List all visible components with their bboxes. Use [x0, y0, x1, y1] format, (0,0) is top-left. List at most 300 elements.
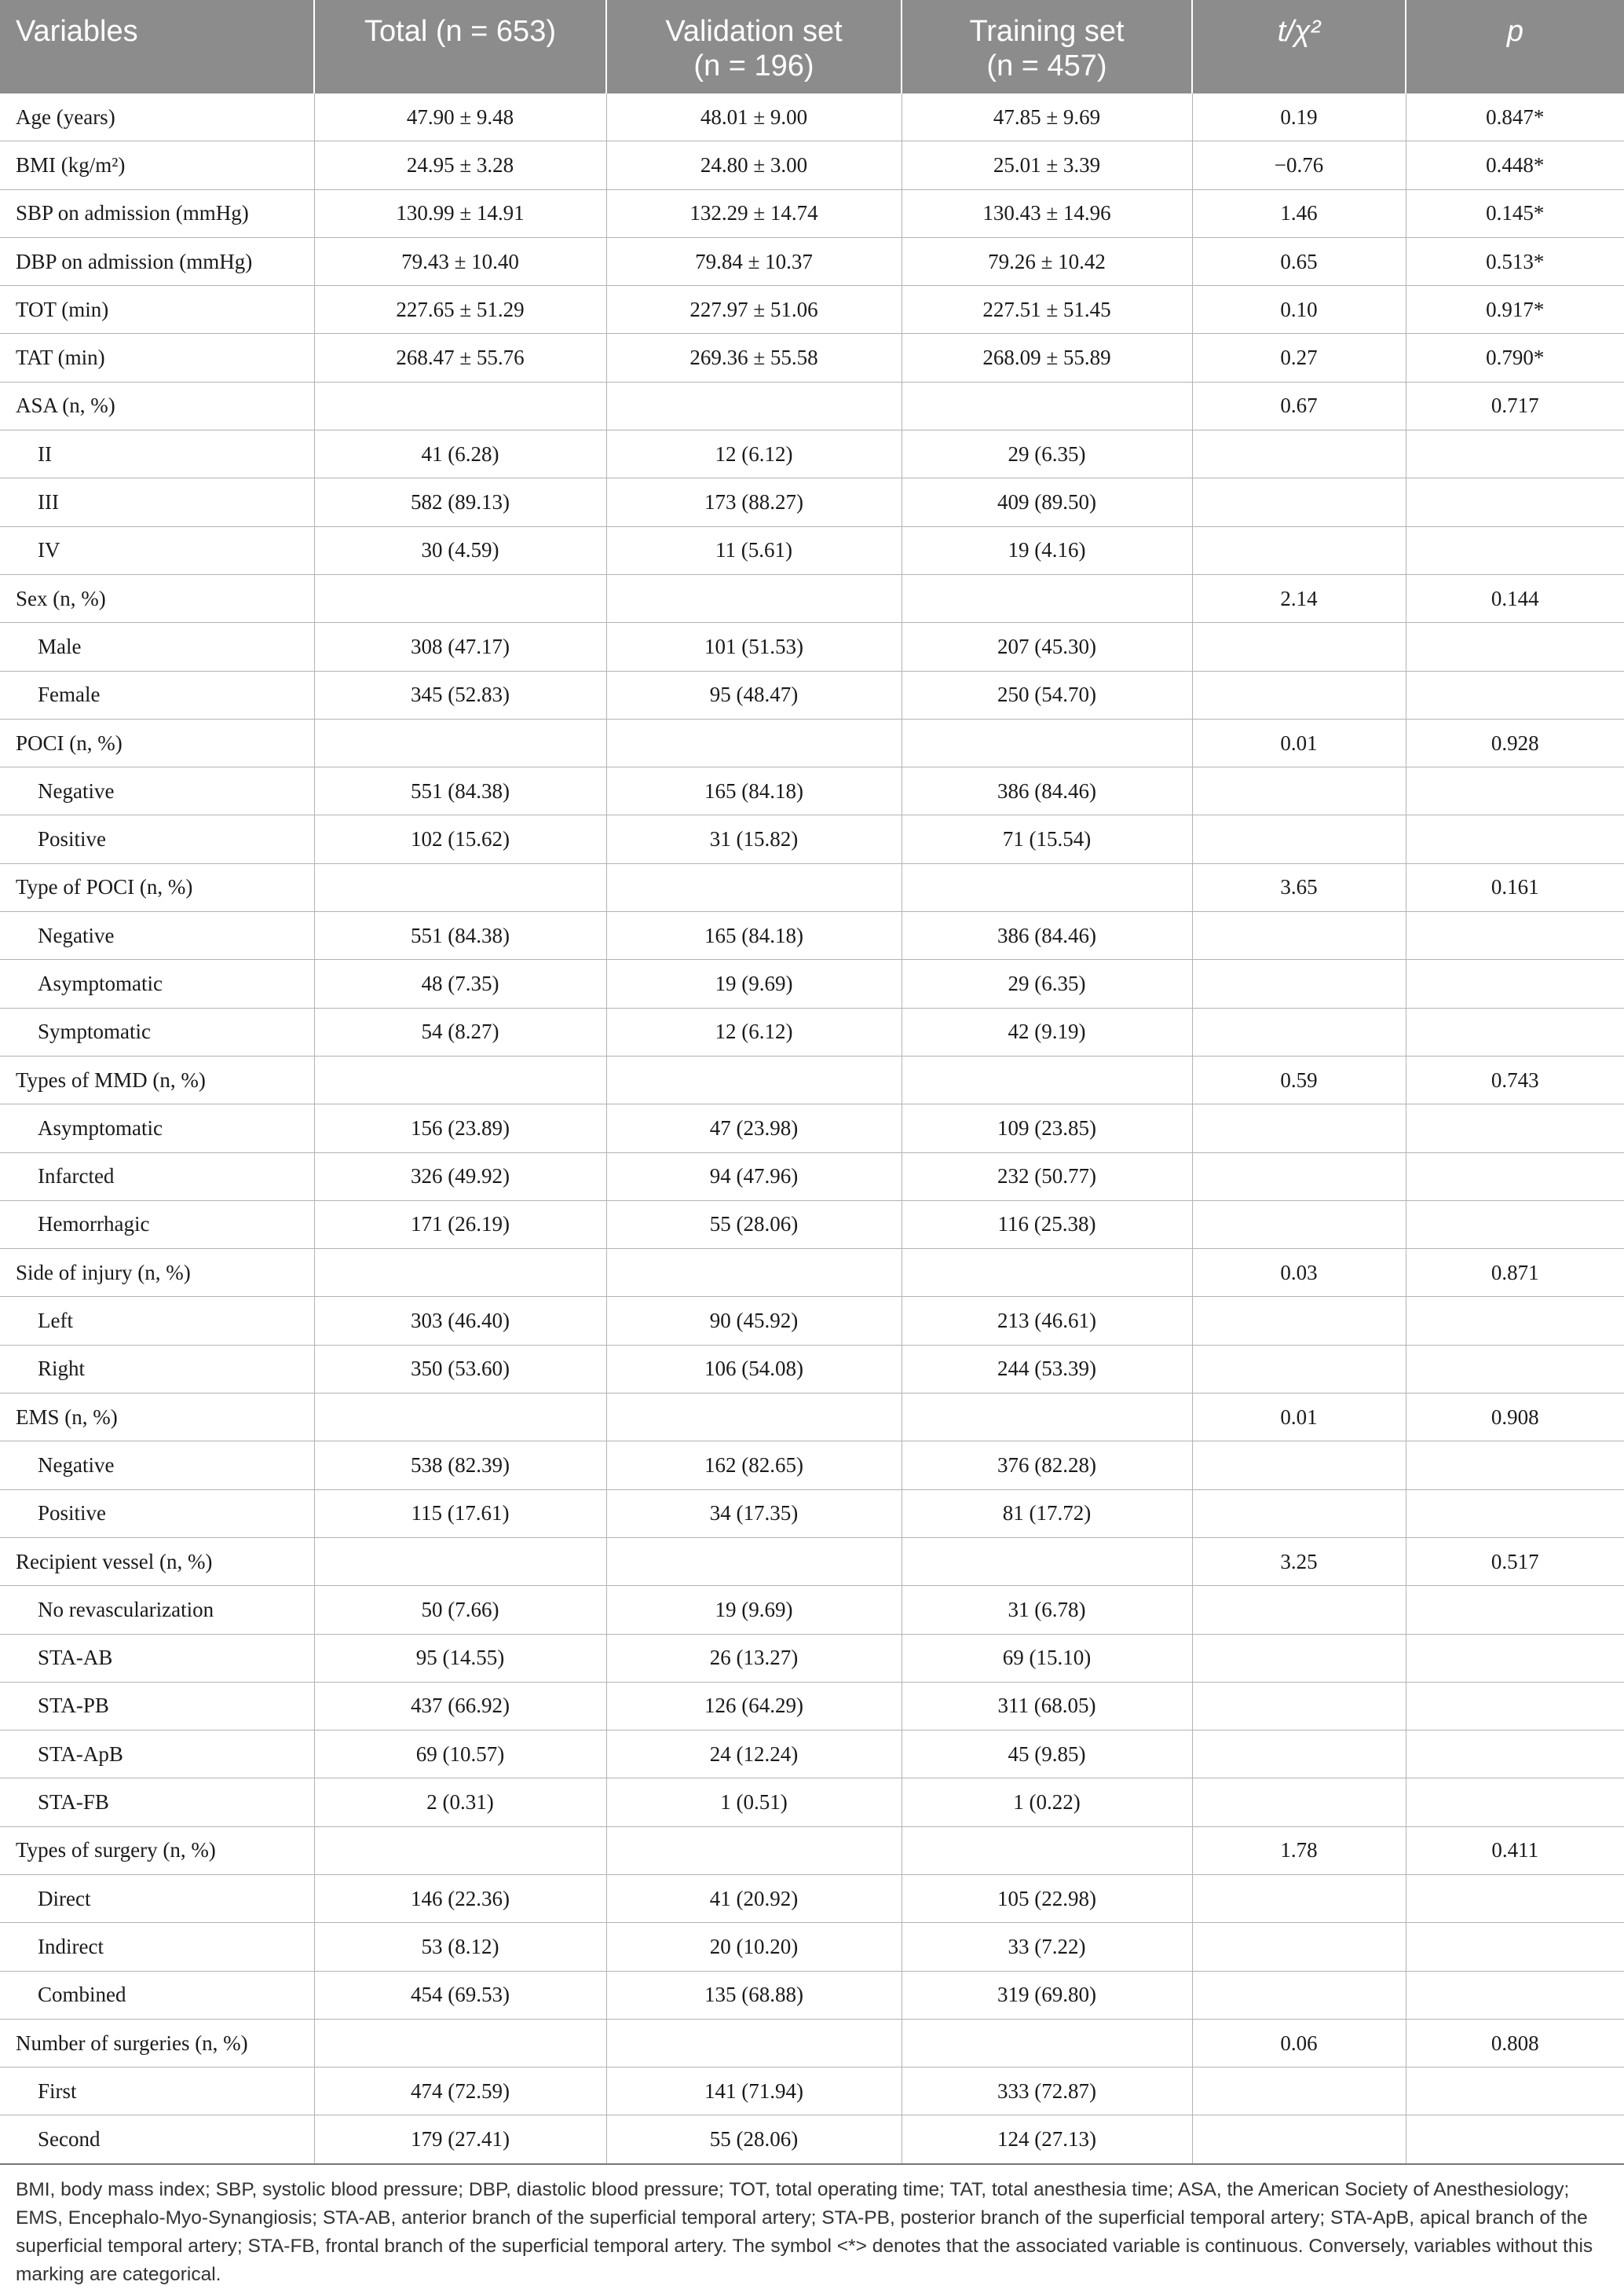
- row-label: Second: [0, 2115, 314, 2164]
- cell-stat: [1192, 1634, 1406, 1682]
- table-subrow: [0, 1008, 1624, 1056]
- row-label: DBP on admission (mmHg): [0, 237, 314, 285]
- header-validation: [606, 0, 902, 93]
- table-subrow: [0, 1489, 1624, 1537]
- row-label: Left: [0, 1297, 314, 1345]
- cell-stat: [1192, 1874, 1406, 1922]
- cell-validation: 173 (88.27): [606, 478, 902, 526]
- table-row: [0, 1056, 1624, 1104]
- cell-training: [902, 1537, 1192, 1585]
- cell-stat: [1192, 526, 1406, 574]
- cell-p: [1406, 623, 1624, 671]
- header-stat: [1192, 0, 1406, 93]
- cell-p: [1406, 526, 1624, 574]
- cell-p: 0.717: [1406, 382, 1624, 430]
- cell-training: 386 (84.46): [902, 767, 1192, 815]
- cell-p: 0.743: [1406, 1056, 1624, 1104]
- table-row: [0, 93, 1624, 141]
- cell-stat: 1.46: [1192, 189, 1406, 237]
- cell-total: 582 (89.13): [314, 478, 606, 526]
- cell-total: 69 (10.57): [314, 1730, 606, 1778]
- cell-stat: [1192, 1778, 1406, 1826]
- cell-stat: 0.01: [1192, 1394, 1406, 1441]
- cell-validation: 41 (20.92): [606, 1874, 902, 1922]
- row-label: Number of surgeries (n, %): [0, 2019, 314, 2067]
- cell-stat: [1192, 912, 1406, 960]
- cell-training: 207 (45.30): [902, 623, 1192, 671]
- cell-validation: [606, 2019, 902, 2067]
- table-row: [0, 382, 1624, 430]
- cell-total: 95 (14.55): [314, 1634, 606, 1682]
- cell-p: [1406, 2067, 1624, 2115]
- cell-stat: 2.14: [1192, 574, 1406, 622]
- cell-validation: [606, 1826, 902, 1874]
- cell-training: 250 (54.70): [902, 671, 1192, 719]
- cell-total: [314, 2019, 606, 2067]
- cell-validation: 94 (47.96): [606, 1152, 902, 1200]
- cell-training: [902, 382, 1192, 430]
- cell-validation: [606, 1249, 902, 1297]
- cell-validation: 12 (6.12): [606, 430, 902, 478]
- cell-validation: 106 (54.08): [606, 1345, 902, 1393]
- cell-total: 437 (66.92): [314, 1682, 606, 1730]
- row-label: Negative: [0, 767, 314, 815]
- cell-validation: 132.29 ± 14.74: [606, 189, 902, 237]
- cell-training: 71 (15.54): [902, 815, 1192, 863]
- cell-total: 50 (7.66): [314, 1586, 606, 1634]
- cell-validation: 165 (84.18): [606, 767, 902, 815]
- row-label: STA-PB: [0, 1682, 314, 1730]
- cell-stat: 0.59: [1192, 1056, 1406, 1104]
- cell-total: 24.95 ± 3.28: [314, 141, 606, 189]
- cell-stat: [1192, 1923, 1406, 1971]
- cell-validation: 24 (12.24): [606, 1730, 902, 1778]
- table-row: [0, 141, 1624, 189]
- cell-stat: [1192, 1586, 1406, 1634]
- row-label: Negative: [0, 1441, 314, 1489]
- table-row: [0, 574, 1624, 622]
- cell-training: [902, 863, 1192, 911]
- cell-total: 102 (15.62): [314, 815, 606, 863]
- row-label: Positive: [0, 1489, 314, 1537]
- row-label: Positive: [0, 815, 314, 863]
- cell-training: [902, 1056, 1192, 1104]
- row-label: Recipient vessel (n, %): [0, 1537, 314, 1585]
- row-label: First: [0, 2067, 314, 2115]
- cell-validation: 95 (48.47): [606, 671, 902, 719]
- cell-training: 227.51 ± 51.45: [902, 286, 1192, 334]
- cell-validation: 227.97 ± 51.06: [606, 286, 902, 334]
- cell-total: 308 (47.17): [314, 623, 606, 671]
- table-subrow: [0, 526, 1624, 574]
- cell-training: [902, 1394, 1192, 1441]
- table-subrow: [0, 1345, 1624, 1393]
- cell-validation: 19 (9.69): [606, 1586, 902, 1634]
- cell-training: 25.01 ± 3.39: [902, 141, 1192, 189]
- table-subrow: [0, 912, 1624, 960]
- cell-validation: [606, 863, 902, 911]
- cell-stat: 0.65: [1192, 237, 1406, 285]
- row-label: Types of MMD (n, %): [0, 1056, 314, 1104]
- cell-validation: [606, 719, 902, 767]
- cell-total: 130.99 ± 14.91: [314, 189, 606, 237]
- cell-total: 146 (22.36): [314, 1874, 606, 1922]
- cell-validation: 34 (17.35): [606, 1489, 902, 1537]
- row-label: POCI (n, %): [0, 719, 314, 767]
- table-subrow: [0, 815, 1624, 863]
- header-total: [314, 0, 606, 93]
- cell-validation: 26 (13.27): [606, 1634, 902, 1682]
- table-subrow: [0, 430, 1624, 478]
- cell-validation: 135 (68.88): [606, 1971, 902, 2019]
- row-label: IV: [0, 526, 314, 574]
- cell-training: [902, 574, 1192, 622]
- cell-validation: 11 (5.61): [606, 526, 902, 574]
- cell-training: 116 (25.38): [902, 1200, 1192, 1248]
- table-body: [0, 93, 1624, 2164]
- cell-stat: 3.25: [1192, 1537, 1406, 1585]
- cell-validation: [606, 574, 902, 622]
- header-total-line: Total (n = 653): [364, 15, 556, 48]
- cell-p: 0.448*: [1406, 141, 1624, 189]
- cell-stat: [1192, 1730, 1406, 1778]
- cell-p: [1406, 912, 1624, 960]
- cell-training: 19 (4.16): [902, 526, 1192, 574]
- table-subrow: [0, 671, 1624, 719]
- table-subrow: [0, 1730, 1624, 1778]
- header-var: [0, 0, 314, 93]
- header-var-line: Variables: [16, 15, 138, 48]
- row-label: EMS (n, %): [0, 1394, 314, 1441]
- table-row: [0, 286, 1624, 334]
- table-subrow: [0, 767, 1624, 815]
- cell-validation: 165 (84.18): [606, 912, 902, 960]
- table-subrow: [0, 1152, 1624, 1200]
- cell-stat: [1192, 1200, 1406, 1248]
- cell-p: 0.917*: [1406, 286, 1624, 334]
- cell-stat: [1192, 1441, 1406, 1489]
- cell-training: 319 (69.80): [902, 1971, 1192, 2019]
- cell-total: 345 (52.83): [314, 671, 606, 719]
- cell-p: 0.928: [1406, 719, 1624, 767]
- cell-stat: 3.65: [1192, 863, 1406, 911]
- cell-stat: 0.27: [1192, 334, 1406, 382]
- cell-total: 115 (17.61): [314, 1489, 606, 1537]
- cell-p: [1406, 1152, 1624, 1200]
- cell-validation: 19 (9.69): [606, 960, 902, 1008]
- cell-total: 350 (53.60): [314, 1345, 606, 1393]
- table-subrow: [0, 960, 1624, 1008]
- cell-p: 0.808: [1406, 2019, 1624, 2067]
- table-subrow: [0, 1778, 1624, 1826]
- table-subrow: [0, 1634, 1624, 1682]
- row-label: II: [0, 430, 314, 478]
- cell-validation: 47 (23.98): [606, 1104, 902, 1152]
- cell-stat: [1192, 1297, 1406, 1345]
- row-label: STA-ApB: [0, 1730, 314, 1778]
- cell-stat: [1192, 815, 1406, 863]
- cell-p: 0.144: [1406, 574, 1624, 622]
- cell-stat: −0.76: [1192, 141, 1406, 189]
- table-row: [0, 719, 1624, 767]
- row-label: TAT (min): [0, 334, 314, 382]
- row-label: Indirect: [0, 1923, 314, 1971]
- row-label: Side of injury (n, %): [0, 1249, 314, 1297]
- cell-training: 409 (89.50): [902, 478, 1192, 526]
- cell-stat: [1192, 1971, 1406, 2019]
- row-label: No revascularization: [0, 1586, 314, 1634]
- cell-stat: 0.06: [1192, 2019, 1406, 2067]
- cell-total: 454 (69.53): [314, 1971, 606, 2019]
- cell-total: 171 (26.19): [314, 1200, 606, 1248]
- cell-training: 29 (6.35): [902, 430, 1192, 478]
- cell-total: 41 (6.28): [314, 430, 606, 478]
- cell-p: [1406, 1923, 1624, 1971]
- cell-training: 81 (17.72): [902, 1489, 1192, 1537]
- table-subrow: [0, 1297, 1624, 1345]
- cell-stat: [1192, 960, 1406, 1008]
- header-p: [1406, 0, 1624, 93]
- table-subrow: [0, 2067, 1624, 2115]
- cell-total: 156 (23.89): [314, 1104, 606, 1152]
- row-label: Asymptomatic: [0, 960, 314, 1008]
- cell-validation: [606, 1394, 902, 1441]
- table-header: [0, 0, 1624, 93]
- row-label: Male: [0, 623, 314, 671]
- cell-training: [902, 1249, 1192, 1297]
- cell-p: [1406, 478, 1624, 526]
- cell-training: 130.43 ± 14.96: [902, 189, 1192, 237]
- table-row: [0, 1394, 1624, 1441]
- header-training-line: Training set: [969, 15, 1125, 48]
- table-row: [0, 863, 1624, 911]
- cell-validation: 12 (6.12): [606, 1008, 902, 1056]
- cell-validation: 141 (71.94): [606, 2067, 902, 2115]
- cell-total: 54 (8.27): [314, 1008, 606, 1056]
- table-footnote: BMI, body mass index; SBP, systolic blood pressure; DBP, diastolic blood pressure; TOT, total operating time; TAT, total anesthesia time; ASA, the American Society of Anesthesiology; EMS, Encephalo-Myo-Synangiosis; STA-AB, anterior branch of the superficial temporal artery; STA-PB, posterior branch of the superficial temporal artery; STA-ApB, apical branch of the superficial temporal artery; STA-FB, frontal branch of the superficial temporal artery. The symbol <*> denotes that the associated variable is continuous. Conversely, variables without this marking are categorical.: [16, 2178, 1593, 2285]
- row-label: Type of POCI (n, %): [0, 863, 314, 911]
- row-label: STA-AB: [0, 1634, 314, 1682]
- cell-total: 551 (84.38): [314, 912, 606, 960]
- cell-p: [1406, 767, 1624, 815]
- cell-p: [1406, 1008, 1624, 1056]
- cell-training: 47.85 ± 9.69: [902, 93, 1192, 141]
- cell-training: 79.26 ± 10.42: [902, 237, 1192, 285]
- row-label: Hemorrhagic: [0, 1200, 314, 1248]
- header-training: [902, 0, 1192, 93]
- table-row: [0, 334, 1624, 382]
- table-row: [0, 237, 1624, 285]
- row-label: ASA (n, %): [0, 382, 314, 430]
- cell-p: [1406, 1730, 1624, 1778]
- cell-validation: 126 (64.29): [606, 1682, 902, 1730]
- cell-training: [902, 719, 1192, 767]
- table-row: [0, 2019, 1624, 2067]
- cell-stat: 0.10: [1192, 286, 1406, 334]
- table-subrow: [0, 1971, 1624, 2019]
- header-validation-line: (n = 196): [693, 49, 814, 82]
- row-label: Infarcted: [0, 1152, 314, 1200]
- cell-training: 244 (53.39): [902, 1345, 1192, 1393]
- cell-stat: [1192, 623, 1406, 671]
- cell-total: [314, 1056, 606, 1104]
- cell-validation: [606, 1537, 902, 1585]
- cell-training: 109 (23.85): [902, 1104, 1192, 1152]
- cell-validation: 162 (82.65): [606, 1441, 902, 1489]
- cell-stat: [1192, 1345, 1406, 1393]
- cell-p: [1406, 815, 1624, 863]
- cell-stat: [1192, 1489, 1406, 1537]
- cell-total: 179 (27.41): [314, 2115, 606, 2164]
- table-row: [0, 189, 1624, 237]
- row-label: Symptomatic: [0, 1008, 314, 1056]
- row-label: Types of surgery (n, %): [0, 1826, 314, 1874]
- row-label: Combined: [0, 1971, 314, 2019]
- cell-p: 0.513*: [1406, 237, 1624, 285]
- cell-training: 69 (15.10): [902, 1634, 1192, 1682]
- cell-total: 227.65 ± 51.29: [314, 286, 606, 334]
- cell-training: 29 (6.35): [902, 960, 1192, 1008]
- cell-p: [1406, 430, 1624, 478]
- cell-total: [314, 1537, 606, 1585]
- cell-training: [902, 2019, 1192, 2067]
- cell-total: [314, 719, 606, 767]
- row-label: SBP on admission (mmHg): [0, 189, 314, 237]
- table-subrow: [0, 1104, 1624, 1152]
- cell-validation: 101 (51.53): [606, 623, 902, 671]
- cell-total: 538 (82.39): [314, 1441, 606, 1489]
- cell-total: 551 (84.38): [314, 767, 606, 815]
- table-row: [0, 1537, 1624, 1585]
- cell-p: [1406, 1971, 1624, 2019]
- cell-training: 232 (50.77): [902, 1152, 1192, 1200]
- cell-stat: 0.67: [1192, 382, 1406, 430]
- table-subrow: [0, 623, 1624, 671]
- header-p-line: p: [1506, 15, 1524, 48]
- row-label: Asymptomatic: [0, 1104, 314, 1152]
- cell-p: 0.517: [1406, 1537, 1624, 1585]
- cell-p: 0.411: [1406, 1826, 1624, 1874]
- cell-p: [1406, 1874, 1624, 1922]
- cell-total: [314, 1249, 606, 1297]
- cell-total: [314, 863, 606, 911]
- header-validation-line: Validation set: [665, 15, 843, 48]
- row-label: Negative: [0, 912, 314, 960]
- cell-stat: [1192, 478, 1406, 526]
- cell-training: 311 (68.05): [902, 1682, 1192, 1730]
- row-label: Direct: [0, 1874, 314, 1922]
- row-label: Age (years): [0, 93, 314, 141]
- cell-p: [1406, 1489, 1624, 1537]
- table-subrow: [0, 1682, 1624, 1730]
- cell-validation: 24.80 ± 3.00: [606, 141, 902, 189]
- cell-total: [314, 1394, 606, 1441]
- cell-p: [1406, 1345, 1624, 1393]
- cell-total: 326 (49.92): [314, 1152, 606, 1200]
- cell-p: [1406, 1297, 1624, 1345]
- table-subrow: [0, 2115, 1624, 2164]
- cell-validation: 55 (28.06): [606, 1200, 902, 1248]
- cell-p: [1406, 1634, 1624, 1682]
- cell-p: [1406, 1104, 1624, 1152]
- cell-validation: 90 (45.92): [606, 1297, 902, 1345]
- cell-training: 45 (9.85): [902, 1730, 1192, 1778]
- cell-training: 333 (72.87): [902, 2067, 1192, 2115]
- row-label: Right: [0, 1345, 314, 1393]
- cell-training: 31 (6.78): [902, 1586, 1192, 1634]
- cell-training: 42 (9.19): [902, 1008, 1192, 1056]
- row-label: BMI (kg/m²): [0, 141, 314, 189]
- cell-p: 0.871: [1406, 1249, 1624, 1297]
- cell-stat: 1.78: [1192, 1826, 1406, 1874]
- cell-validation: 31 (15.82): [606, 815, 902, 863]
- cell-p: 0.145*: [1406, 189, 1624, 237]
- cell-training: 105 (22.98): [902, 1874, 1192, 1922]
- row-label: STA-FB: [0, 1778, 314, 1826]
- row-label: III: [0, 478, 314, 526]
- cell-total: 47.90 ± 9.48: [314, 93, 606, 141]
- cell-stat: [1192, 2067, 1406, 2115]
- cell-stat: [1192, 1152, 1406, 1200]
- cell-p: [1406, 960, 1624, 1008]
- header-stat-line: t/χ²: [1277, 15, 1321, 48]
- cell-total: 30 (4.59): [314, 526, 606, 574]
- cell-training: 124 (27.13): [902, 2115, 1192, 2164]
- cell-total: 53 (8.12): [314, 1923, 606, 1971]
- cell-p: 0.908: [1406, 1394, 1624, 1441]
- row-label: Sex (n, %): [0, 574, 314, 622]
- cell-total: 79.43 ± 10.40: [314, 237, 606, 285]
- cell-stat: [1192, 1682, 1406, 1730]
- cell-training: 213 (46.61): [902, 1297, 1192, 1345]
- cell-stat: 0.19: [1192, 93, 1406, 141]
- table-subrow: [0, 1923, 1624, 1971]
- cell-p: [1406, 1586, 1624, 1634]
- table-subrow: [0, 1441, 1624, 1489]
- cell-validation: 1 (0.51): [606, 1778, 902, 1826]
- table-row: [0, 1826, 1624, 1874]
- cell-stat: [1192, 671, 1406, 719]
- cell-p: [1406, 1200, 1624, 1248]
- cell-stat: [1192, 1008, 1406, 1056]
- cell-validation: 55 (28.06): [606, 2115, 902, 2164]
- cell-training: 33 (7.22): [902, 1923, 1192, 1971]
- cell-p: [1406, 2115, 1624, 2164]
- cell-training: [902, 1826, 1192, 1874]
- cell-stat: [1192, 430, 1406, 478]
- cell-validation: 269.36 ± 55.58: [606, 334, 902, 382]
- cell-stat: 0.03: [1192, 1249, 1406, 1297]
- cell-total: 474 (72.59): [314, 2067, 606, 2115]
- cell-training: 376 (82.28): [902, 1441, 1192, 1489]
- cell-total: 268.47 ± 55.76: [314, 334, 606, 382]
- cell-p: 0.161: [1406, 863, 1624, 911]
- cell-stat: [1192, 1104, 1406, 1152]
- cell-stat: [1192, 767, 1406, 815]
- cell-stat: 0.01: [1192, 719, 1406, 767]
- table-subrow: [0, 1874, 1624, 1922]
- cell-validation: [606, 382, 902, 430]
- cell-p: 0.790*: [1406, 334, 1624, 382]
- cell-validation: 48.01 ± 9.00: [606, 93, 902, 141]
- cell-p: [1406, 671, 1624, 719]
- cell-total: 48 (7.35): [314, 960, 606, 1008]
- cell-validation: 79.84 ± 10.37: [606, 237, 902, 285]
- cell-total: 2 (0.31): [314, 1778, 606, 1826]
- cell-training: 386 (84.46): [902, 912, 1192, 960]
- cell-p: 0.847*: [1406, 93, 1624, 141]
- row-label: Female: [0, 671, 314, 719]
